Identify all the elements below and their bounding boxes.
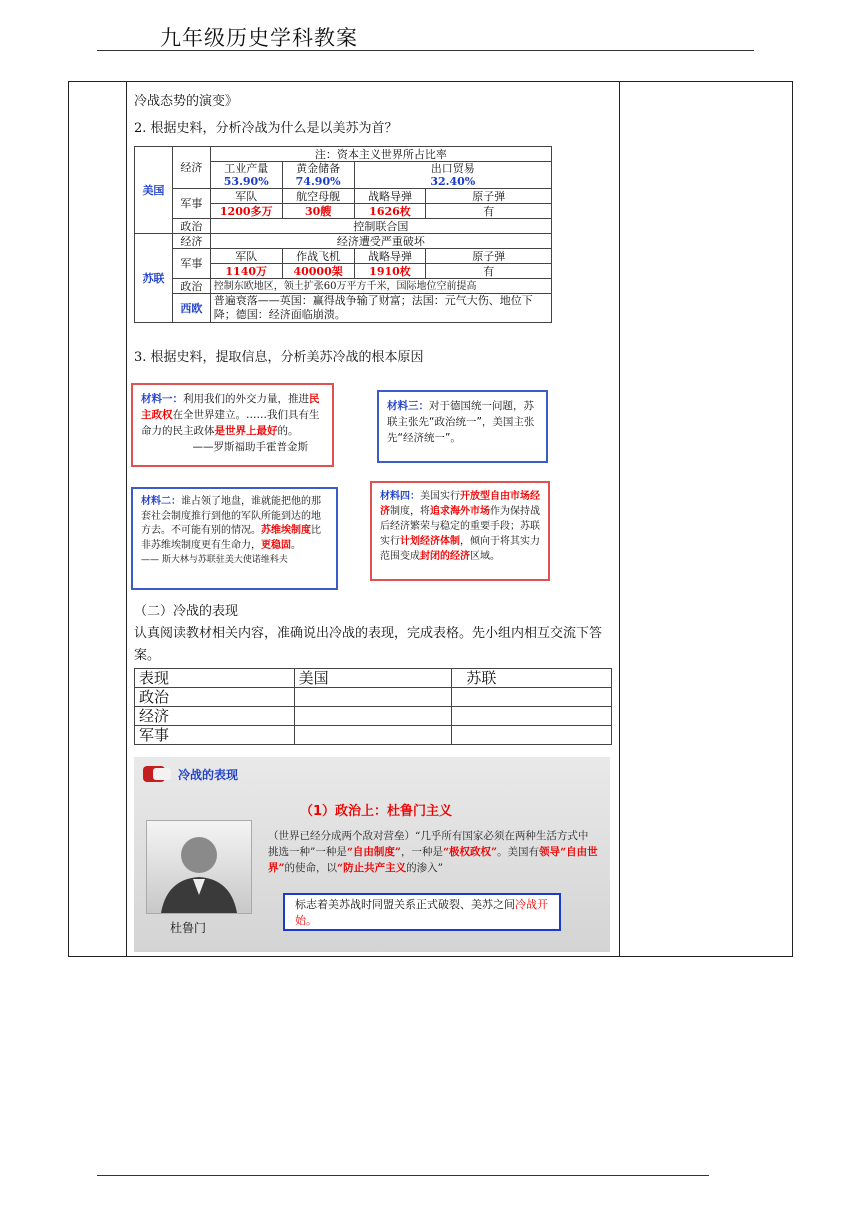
- conclusion-box: 标志着美苏战时同盟关系正式破裂、美苏之间冷战开始。: [283, 893, 561, 931]
- row-usa: 美国: [135, 147, 173, 234]
- cell-missile: 战略导弹: [354, 189, 426, 204]
- truman-photo: [146, 820, 252, 914]
- column-divider-right: [619, 81, 620, 957]
- cell-value: 控制联合国: [210, 219, 551, 234]
- cell-value: 1140万: [210, 264, 282, 279]
- section-2-title: （二）冷战的表现: [134, 604, 239, 619]
- header-title: 九年级历史学科教案: [160, 26, 358, 50]
- cell-military: 军事: [172, 249, 210, 279]
- slide-subtitle: （1）政治上：杜鲁门主义: [300, 804, 453, 819]
- cell-economy: 经济: [172, 147, 210, 189]
- cell-value: 经济遭受严重破坏: [210, 234, 551, 249]
- truman-quote: （世界已经分成两个敌对营垒）“几乎所有国家必须在两种生活方式中挑选一种”一种是“自由制度”，一种是“极权政权”。美国有领导“自由世界”的使命，以“防止共产主义的渗入”: [268, 830, 598, 874]
- portrait-icon: [147, 821, 251, 913]
- row-label: 军事: [135, 726, 295, 745]
- cell-value: 1626枚: [354, 204, 426, 219]
- cell-plane: 作战飞机: [282, 249, 354, 264]
- cell-trade: 出口贸易 32.40%: [354, 162, 551, 189]
- cell-army: 军队: [210, 189, 282, 204]
- answer-cell[interactable]: [452, 688, 612, 707]
- cell-army: 军队: [210, 249, 282, 264]
- cell-value: 30艘: [282, 204, 354, 219]
- photo-caption: 杜鲁门: [170, 921, 207, 935]
- material-4: 材料四：美国实行开放型自由市场经济制度，将追求海外市场作为保持战后经济繁荣与稳定的重要手段；苏联实行计划经济体制，倾向于将其实力范围变成封闭的经济区域。: [370, 481, 550, 581]
- cell-value: 1910枚: [354, 264, 426, 279]
- cell-economy: 经济: [172, 234, 210, 249]
- row-label: 经济: [135, 707, 295, 726]
- header-rule: [97, 50, 754, 51]
- material-2: 材料二：谁占领了地盘，谁就能把他的那套社会制度推行到他的军队所能到达的地方去。不可能有别的情况。苏维埃制度比非苏维埃制度更有生命力，更稳固。 —— 斯大林与苏联驻美大使诺维科夫: [131, 487, 338, 590]
- cell-industry: 工业产量 53.90%: [210, 162, 282, 189]
- cell-missile: 战略导弹: [354, 249, 426, 264]
- cell-politics: 政治: [172, 279, 210, 294]
- cell-carrier: 航空母舰: [282, 189, 354, 204]
- cell-value: 控制东欧地区，领土扩张60万平方千米，国际地位空前提高: [210, 279, 551, 294]
- answer-cell[interactable]: [294, 688, 452, 707]
- material-1: 材料一：利用我们的外交力量，推进民主政权在全世界建立。……我们具有生命力的民主政体是世界上最好的。 ——罗斯福助手霍普金斯: [131, 383, 334, 467]
- row-ussr: 苏联: [135, 234, 173, 323]
- cell-military: 军事: [172, 189, 210, 219]
- cell-value: 有: [426, 204, 552, 219]
- answer-cell[interactable]: [294, 707, 452, 726]
- cold-war-table: [134, 668, 612, 745]
- instruction: 认真阅读教材相关内容，准确说出冷战的表现，完成表格。先小组内相互交流下答案。: [134, 626, 603, 663]
- header-cell: 表现: [135, 669, 295, 688]
- cell-politics: 政治: [172, 219, 210, 234]
- header-cell: 美国: [294, 669, 452, 688]
- cell-value: 普遍衰落——英国：赢得战争输了财富；法国：元气大伤、地位下降；德国：经济面临崩溃。: [210, 294, 551, 323]
- answer-cell[interactable]: [452, 707, 612, 726]
- header-cell: 苏联: [452, 669, 612, 688]
- slide-title: 冷战的表现: [178, 768, 239, 782]
- cell-gold: 黄金储备 74.90%: [282, 162, 354, 189]
- cell-note: 注：资本主义世界所占比率: [210, 147, 551, 162]
- row-label: 政治: [135, 688, 295, 707]
- question-3: 3. 根据史料，提取信息，分析美苏冷战的根本原因: [134, 350, 424, 365]
- cell-value: 有: [426, 264, 552, 279]
- footer-rule: [97, 1175, 709, 1176]
- cell-atomic: 原子弹: [426, 249, 552, 264]
- material-3: 材料三：对于德国统一问题，苏联主张先“政治统一”，美国主张先“经济统一”。: [377, 390, 548, 463]
- row-weu: 西欧: [172, 294, 210, 323]
- slide-bullet-icon: [143, 764, 173, 784]
- cell-value: 1200多万: [210, 204, 282, 219]
- cell-atomic: 原子弹: [426, 189, 552, 204]
- answer-cell[interactable]: [452, 726, 612, 745]
- power-comparison-table: [134, 146, 552, 323]
- answer-cell[interactable]: [294, 726, 452, 745]
- cell-value: 40000架: [282, 264, 354, 279]
- question-2: 2. 根据史料，分析冷战为什么是以美苏为首？: [134, 121, 398, 136]
- column-divider-left: [126, 81, 127, 957]
- text-line: 冷战态势的演变》: [134, 94, 239, 109]
